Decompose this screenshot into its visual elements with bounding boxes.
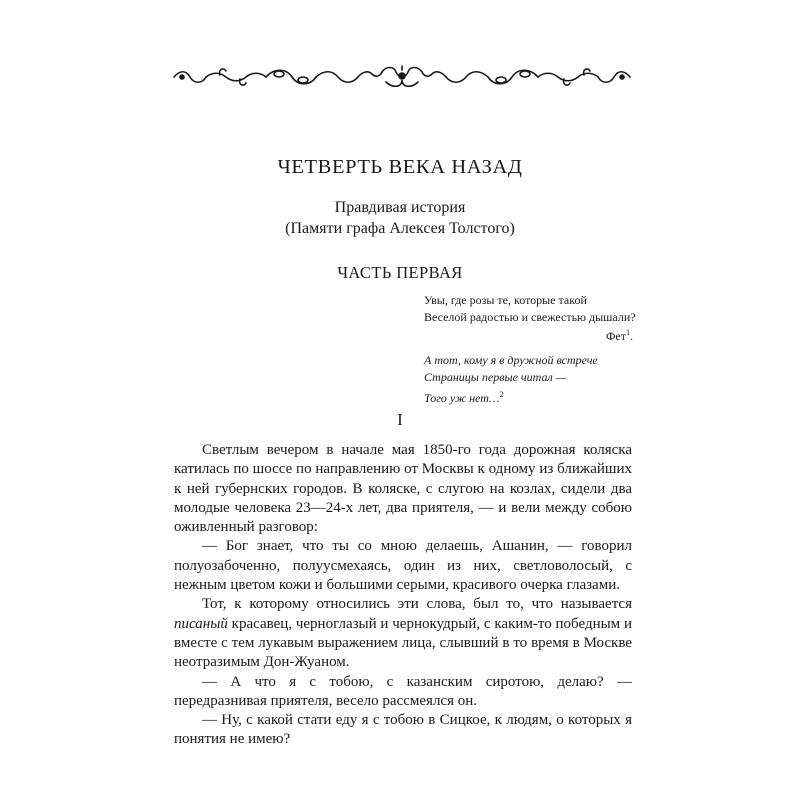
epigraph-line-text: Того уж нет… — [424, 391, 500, 405]
paragraph-text: Тот, к которому относились эти слова, был то, что называется — [202, 596, 632, 613]
paragraph — [174, 595, 632, 672]
attribution-period: . — [630, 329, 633, 343]
epigraph-first — [424, 292, 634, 326]
epigraph-author: Фет — [605, 329, 626, 343]
paragraph: — Ну, с какой стати еду я с тобою в Сицкое, к людям, о которых я понятия не имею? — [174, 712, 632, 748]
epigraph-line: Увы, где розы те, которые такой — [424, 293, 587, 307]
paragraph: — А что я с тобою, с казанским сиротою, делаю? — передразнивая приятеля, весело рассмеялся он. — [174, 673, 632, 709]
emphasized-word: писаный — [174, 615, 228, 632]
chapter-body — [174, 441, 632, 750]
paragraph: Светлым вечером в начале мая 1850-го года дорожная коляска катилась по шоссе по направлению от Москвы к одному из ближайших к ней губернских городов. В коляске, с слугою на козлах, сидели два молодые человека 23—24-х лет, два приятеля, — и вели между собою оживленный разговор: — [174, 442, 632, 536]
chapter-number: I — [397, 410, 403, 429]
epigraph-second — [424, 352, 634, 407]
epigraph-line: А тот, кому я в дружной встрече — [424, 353, 598, 367]
epigraph-line: Страницы первые читал — — [424, 370, 567, 384]
epigraph-attribution — [424, 328, 633, 344]
part-heading: ЧАСТЬ ПЕРВАЯ — [337, 263, 463, 282]
subtitle: Правдивая история — [334, 199, 466, 216]
paragraph: — Бог знает, что ты со мною делаешь, Ашанин, — говорил полуозабоченно, полуусмехаясь, один из них, светловолосый, с нежным цветом кожи и большими серыми, красивого очерка глазами. — [174, 538, 632, 594]
page-title: ЧЕТВЕРТЬ ВЕКА НАЗАД — [277, 156, 523, 178]
epigraph-line-last — [424, 386, 634, 407]
footnote-marker[interactable]: 2 — [499, 390, 504, 399]
paragraph-text: красавец, черноглазый и чернокудрый, с каким-то победным и вместе с тем лукавым выражением лица, слывший в то время в Москве неотразимым Дон-Жуаном. — [174, 615, 632, 671]
decorative-vine-ornament-icon — [172, 62, 632, 92]
footnote-marker[interactable]: 1 — [626, 328, 630, 337]
dedication: (Памяти графа Алексея Толстого) — [285, 220, 515, 237]
epigraph-line: Веселой радостью и свежестью дышали? — [424, 310, 636, 324]
